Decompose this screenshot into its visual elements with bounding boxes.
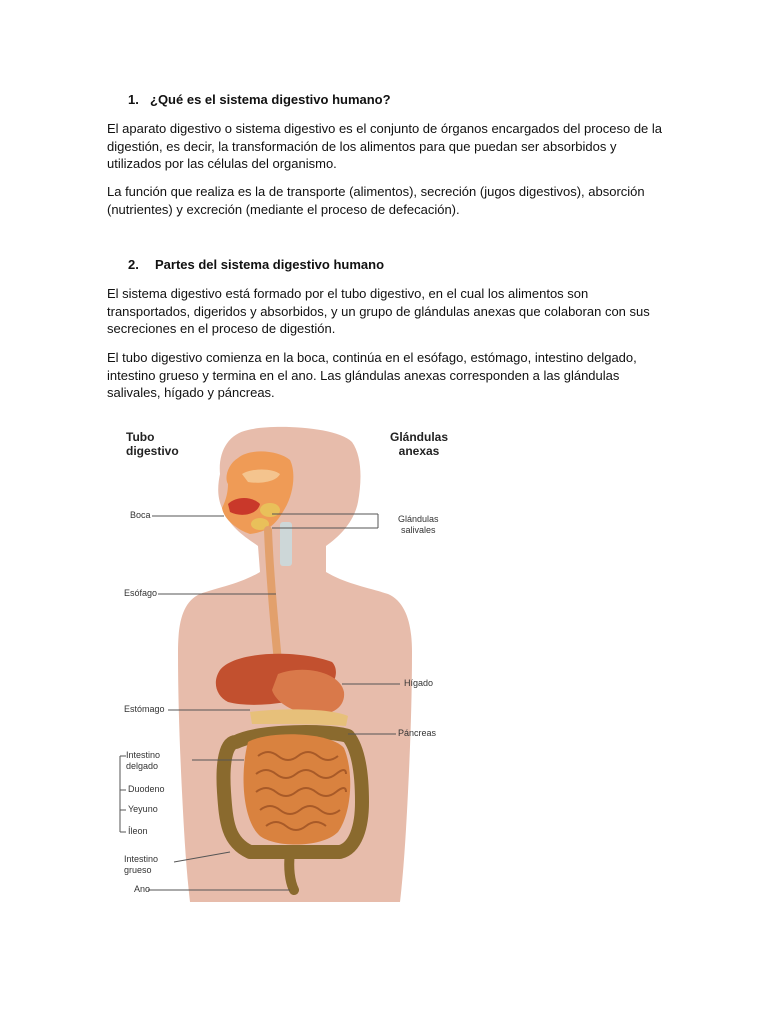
section-1-paragraph-1: El aparato digestivo o sistema digestivo es el conjunto de órganos encargados del proceso de la digestión, es decir, la transformación de los alimentos para que puedan ser absorbidos y utilizados por las células del organismo. [107,121,663,171]
label-higado: Hígado [404,678,434,688]
label-intestino-grueso-line-2: grueso [124,865,152,875]
glands-header-line-2: anexas [398,444,440,458]
salivary-gland-1 [260,503,280,517]
tube-header-line-2: digestivo [126,444,179,458]
label-intestino-delgado [126,750,160,772]
label-intestino-grueso [124,854,158,876]
label-glandulas-salivales [398,514,439,536]
digestive-system-diagram [100,412,450,912]
section-2-paragraph-1: El sistema digestivo está formado por el tubo digestivo, en el cual los alimentos son transportados, digeridos y absorbidos, y un grupo de glándulas anexas que colaboran con sus secreciones en el proceso de digestión. [107,286,650,336]
label-boca: Boca [130,510,151,520]
section-2-number: 2. [128,257,139,272]
label-intestino-grueso-line-1: Intestino [124,854,159,864]
digestive-system-illustration [100,412,450,912]
section-1-number: 1. [128,92,139,107]
section-1-paragraph-2: La función que realiza es la de transporte (alimentos), secreción (jugos digestivos), absorción (nutrientes) y excreción (mediante el proceso de defecación). [107,184,645,217]
rectum [289,852,294,890]
label-glandulas-salivales-line-1: Glándulas [398,514,439,524]
label-intestino-delgado-line-1: Intestino [126,750,161,760]
section-1-title: ¿Qué es el sistema digestivo humano? [150,92,391,107]
label-intestino-delgado-line-2: delgado [126,761,159,771]
section-1-heading [128,92,391,107]
label-esofago: Esófago [124,588,158,598]
label-glandulas-salivales-line-2: salivales [401,525,436,535]
glands-header-line-1: Glándulas [390,430,449,444]
section-2-paragraph-2: El tubo digestivo comienza en la boca, continúa en el esófago, estómago, intestino delgado, intestino grueso y termina en el ano. Las glándulas anexas corresponden a las glándulas salivales, hígado y páncreas. [107,350,637,400]
label-pancreas: Páncreas [398,728,437,738]
cervical-spine [280,522,292,566]
glands-header [390,430,448,458]
label-ano: Ano [134,884,151,894]
section-2-heading [128,257,384,272]
label-ileon: Íleon [128,826,148,836]
label-estomago: Estómago [124,704,165,714]
tube-header [126,430,179,458]
label-yeyuno: Yeyuno [128,804,158,814]
tube-header-line-1: Tubo [126,430,155,444]
label-duodeno: Duodeno [128,784,165,794]
section-2-title: Partes del sistema digestivo humano [155,257,385,272]
